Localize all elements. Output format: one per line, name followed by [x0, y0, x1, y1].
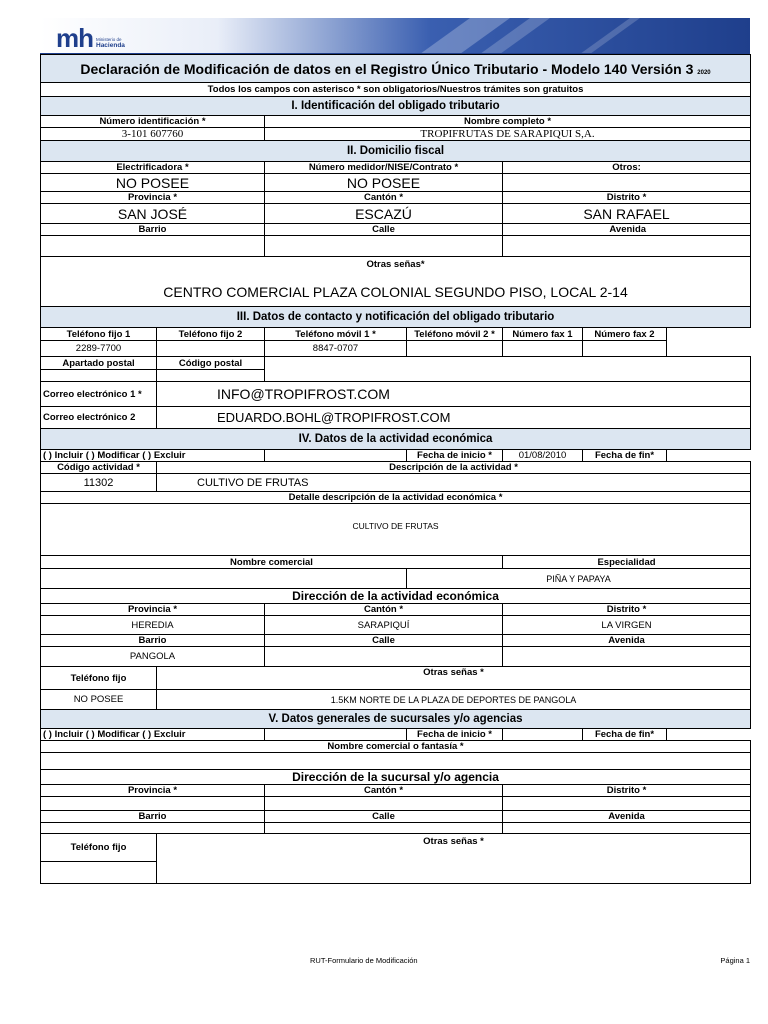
activity-barrio-field[interactable]: PANGOLA: [41, 647, 265, 667]
telefono-fijo-2-field[interactable]: [157, 341, 265, 357]
branch-barrio-label: Barrio: [41, 811, 265, 823]
activity-action-options[interactable]: ( ) Incluir ( ) Modificar ( ) Excluir: [41, 450, 265, 462]
activity-canton-field[interactable]: SARAPIQUÍ: [265, 616, 503, 635]
footer-form-name: RUT-Formulario de Modificación: [310, 956, 418, 965]
activity-end-date-label: Fecha de fin*: [583, 450, 667, 462]
branch-start-date-label: Fecha de inicio *: [407, 729, 503, 741]
specialty-label: Especialidad: [503, 556, 751, 569]
branch-avenida-label: Avenida: [503, 811, 751, 823]
logo-mark: mh: [56, 23, 93, 53]
logo-sub2: Hacienda: [96, 42, 125, 49]
activity-calle-field[interactable]: [265, 647, 503, 667]
fax-2-label: Número fax 2: [583, 328, 667, 341]
activity-senas-label: Otras señas *: [157, 667, 751, 690]
mandatory-notice: Todos los campos con asterisco * son obligatorios/Nuestros trámites son gratuitos: [41, 83, 751, 97]
branch-address-title: Dirección de la sucursal y/o agencia: [41, 770, 751, 785]
fax-2-field[interactable]: [583, 341, 667, 357]
canton-label: Cantón *: [265, 192, 503, 204]
activity-detail-field[interactable]: CULTIVO DE FRUTAS: [41, 504, 751, 556]
trade-name-field[interactable]: [41, 569, 407, 589]
activity-start-date-field[interactable]: 01/08/2010: [503, 450, 583, 462]
form-version-year: 2020: [697, 69, 711, 76]
telefono-fijo-1-field[interactable]: 2289-7700: [41, 341, 157, 357]
activity-address-title: Dirección de la actividad económica: [41, 589, 751, 604]
section-3-title: III. Datos de contacto y notificación del obligado tributario: [41, 307, 751, 328]
codigo-postal-label: Código postal: [157, 357, 265, 370]
email-1-label: Correo electrónico 1 *: [41, 382, 157, 407]
logo-sub1: Ministerio de: [96, 37, 122, 42]
branch-name-label: Nombre comercial o fantasía *: [41, 741, 751, 753]
email-2-field[interactable]: EDUARDO.BOHL@TROPIFROST.COM: [157, 407, 751, 429]
otros-field[interactable]: [503, 174, 751, 192]
calle-field[interactable]: [265, 236, 503, 257]
logo-text: [96, 37, 125, 49]
canton-field[interactable]: ESCAZÚ: [265, 204, 503, 224]
activity-canton-label: Cantón *: [265, 604, 503, 616]
activity-distrito-field[interactable]: LA VIRGEN: [503, 616, 751, 635]
activity-start-date-label: Fecha de inicio *: [407, 450, 503, 462]
activity-barrio-label: Barrio: [41, 635, 265, 647]
full-name-field[interactable]: TROPIFRUTAS DE SARAPIQUI S,A.: [265, 128, 751, 141]
otras-senas-label: Otras señas*: [366, 259, 425, 270]
electrificadora-field[interactable]: NO POSEE: [41, 174, 265, 192]
branch-action-options[interactable]: ( ) Incluir ( ) Modificar ( ) Excluir: [41, 729, 265, 741]
activity-provincia-label: Provincia *: [41, 604, 265, 616]
branch-start-date-field[interactable]: [503, 729, 583, 741]
form: [40, 54, 750, 884]
branch-canton-label: Cantón *: [265, 785, 503, 797]
telefono-fijo-1-label: Teléfono fijo 1: [41, 328, 157, 341]
telefono-movil-1-field[interactable]: 8847-0707: [265, 341, 407, 357]
branch-distrito-label: Distrito *: [503, 785, 751, 797]
branch-calle-field[interactable]: [265, 823, 503, 834]
activity-description-label: Descripción de la actividad *: [157, 462, 751, 474]
branch-provincia-label: Provincia *: [41, 785, 265, 797]
branch-end-date-field[interactable]: [667, 729, 751, 741]
section-4-title: IV. Datos de la actividad económica: [41, 429, 751, 450]
activity-avenida-label: Avenida: [503, 635, 751, 647]
id-number-field[interactable]: 3-101 607760: [41, 128, 265, 141]
full-name-label: Nombre completo *: [265, 116, 751, 128]
activity-code-field[interactable]: 11302: [41, 474, 157, 492]
branch-canton-field[interactable]: [265, 797, 503, 811]
distrito-field[interactable]: SAN RAFAEL: [503, 204, 751, 224]
activity-distrito-label: Distrito *: [503, 604, 751, 616]
email-1-field[interactable]: INFO@TROPIFROST.COM: [157, 382, 751, 407]
electrificadora-label: Electrificadora *: [41, 162, 265, 174]
email-2-label: Correo electrónico 2: [41, 407, 157, 429]
branch-phone-field[interactable]: [41, 862, 157, 884]
provincia-label: Provincia *: [41, 192, 265, 204]
activity-avenida-field[interactable]: [503, 647, 751, 667]
header-banner: [40, 18, 750, 54]
avenida-label: Avenida: [503, 224, 751, 236]
apartado-postal-field[interactable]: [41, 370, 157, 382]
branch-end-date-label: Fecha de fin*: [583, 729, 667, 741]
section-1-title: I. Identificación del obligado tributario: [41, 97, 751, 116]
footer-page-number: Página 1: [720, 956, 750, 965]
avenida-field[interactable]: [503, 236, 751, 257]
logo: [56, 23, 125, 53]
fax-1-label: Número fax 1: [503, 328, 583, 341]
banner-graphic: [40, 18, 750, 54]
branch-phone-label: Teléfono fijo: [41, 834, 157, 862]
provincia-field[interactable]: SAN JOSÉ: [41, 204, 265, 224]
telefono-movil-1-label: Teléfono móvil 1 *: [265, 328, 407, 341]
telefono-movil-2-label: Teléfono móvil 2 *: [407, 328, 503, 341]
otros-label: Otros:: [503, 162, 751, 174]
postal-extra-field: [265, 357, 751, 382]
activity-provincia-field[interactable]: HEREDIA: [41, 616, 265, 635]
id-number-label: Número identificación *: [41, 116, 265, 128]
activity-senas-field[interactable]: 1.5KM NORTE DE LA PLAZA DE DEPORTES DE PANGOLA: [157, 690, 751, 710]
branch-distrito-field[interactable]: [503, 797, 751, 811]
form-table: [40, 54, 751, 884]
barrio-field[interactable]: [41, 236, 265, 257]
apartado-postal-label: Apartado postal: [41, 357, 157, 370]
activity-calle-label: Calle: [265, 635, 503, 647]
form-title-text: Declaración de Modificación de datos en el Registro Único Tributario - Modelo 140 Versión 3: [80, 60, 694, 77]
activity-end-date-field[interactable]: [667, 450, 751, 462]
section-2-title: II. Domicilio fiscal: [41, 141, 751, 162]
branch-senas-label: Otras señas *: [157, 834, 751, 884]
medidor-field[interactable]: NO POSEE: [265, 174, 503, 192]
branch-barrio-field[interactable]: [41, 823, 265, 834]
activity-phone-label: Teléfono fijo: [41, 667, 157, 690]
otras-senas-box[interactable]: [41, 257, 751, 307]
form-title: [41, 55, 751, 83]
distrito-label: Distrito *: [503, 192, 751, 204]
telefono-movil-2-field[interactable]: [407, 341, 503, 357]
section-5-title: V. Datos generales de sucursales y/o agencias: [41, 710, 751, 729]
medidor-label: Número medidor/NISE/Contrato *: [265, 162, 503, 174]
branch-name-field[interactable]: [41, 753, 751, 770]
branch-provincia-field[interactable]: [41, 797, 265, 811]
codigo-postal-field[interactable]: [157, 370, 265, 382]
specialty-field[interactable]: PIÑA Y PAPAYA: [407, 569, 751, 589]
branch-calle-label: Calle: [265, 811, 503, 823]
barrio-label: Barrio: [41, 224, 265, 236]
activity-code-label: Código actividad *: [41, 462, 157, 474]
activity-detail-label: Detalle descripción de la actividad económica *: [41, 492, 751, 504]
activity-description-field[interactable]: CULTIVO DE FRUTAS: [157, 474, 751, 492]
branch-avenida-field[interactable]: [503, 823, 751, 834]
telefono-fijo-2-label: Teléfono fijo 2: [157, 328, 265, 341]
calle-label: Calle: [265, 224, 503, 236]
otras-senas-value: CENTRO COMERCIAL PLAZA COLONIAL SEGUNDO PISO, LOCAL 2-14: [163, 284, 628, 300]
fax-1-field[interactable]: [503, 341, 583, 357]
trade-name-label: Nombre comercial: [41, 556, 503, 569]
activity-phone-field[interactable]: NO POSEE: [41, 690, 157, 710]
